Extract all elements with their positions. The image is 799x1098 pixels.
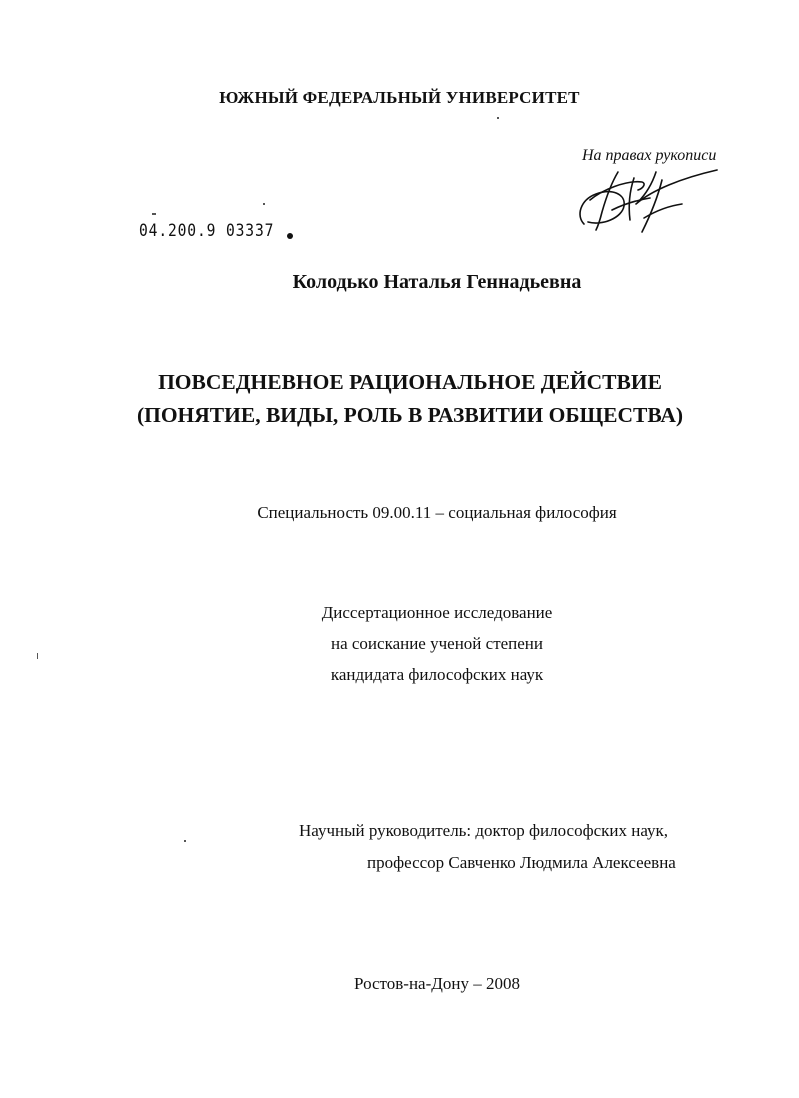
- author-name: Колодько Наталья Геннадьевна: [292, 271, 582, 293]
- signature-icon: [572, 160, 722, 240]
- title-line-2: (ПОНЯТИЕ, ВИДЫ, РОЛЬ В РАЗВИТИИ ОБЩЕСТВА): [136, 403, 684, 427]
- scan-speck: [263, 203, 265, 205]
- degree-line-2: на соискание ученой степени: [330, 634, 544, 653]
- degree-line-3: кандидата философских наук: [330, 665, 544, 684]
- scan-speck: [184, 840, 186, 842]
- university-name: ЮЖНЫЙ ФЕДЕРАЛЬНЫЙ УНИВЕРСИТЕТ: [219, 88, 580, 107]
- city-year: Ростов-на-Дону – 2008: [354, 974, 520, 993]
- advisor-line-2: профессор Савченко Людмила Алексеевна: [367, 853, 676, 872]
- archive-dot: [287, 233, 293, 239]
- archive-number: 04.200.9 03337: [139, 221, 275, 241]
- degree-line-1: Диссертационное исследование: [321, 603, 553, 622]
- title-line-1: ПОВСЕДНЕВНОЕ РАЦИОНАЛЬНОЕ ДЕЙСТВИЕ: [158, 370, 662, 394]
- specialty: Специальность 09.00.11 – социальная философия: [257, 503, 617, 522]
- scan-speck: [152, 213, 156, 215]
- degree-statement: [0, 597, 799, 690]
- advisor-line-1: Научный руководитель: доктор философских наук,: [299, 821, 669, 840]
- scan-speck: [497, 117, 499, 119]
- scan-speck: [37, 653, 38, 659]
- manuscript-rights-note: На правах рукописи: [582, 147, 717, 164]
- dissertation-title: [120, 366, 700, 432]
